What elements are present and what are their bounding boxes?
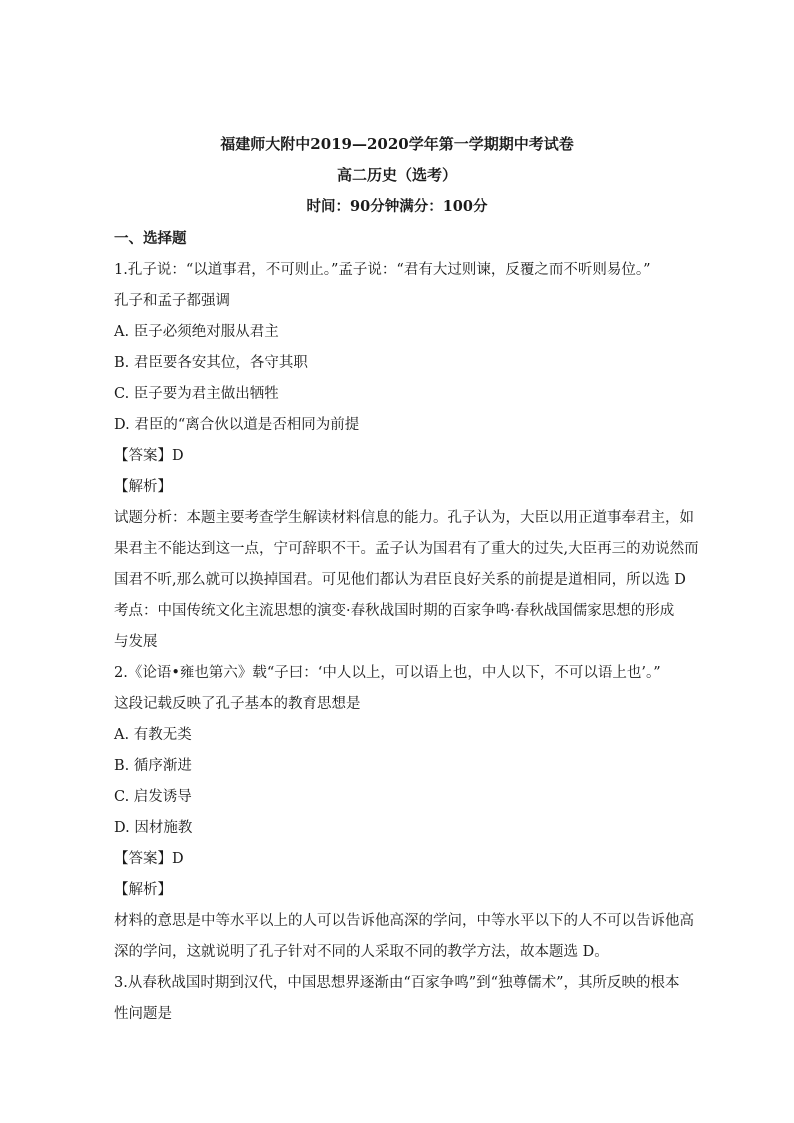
q1-option-c: C. 臣子要为君主做出牺牲 <box>114 386 279 402</box>
q1-stem-line2: 孔子和孟子都强调 <box>114 293 230 309</box>
q2-option-a: A. 有教无类 <box>114 727 192 743</box>
exam-title: 福建师大附中2019—2020学年第一学期期中考试卷 <box>220 135 574 153</box>
q2-analysis-line1: 材料的意思是中等水平以上的人可以告诉他高深的学问，中等水平以下的人不可以告诉他高 <box>114 913 694 929</box>
q1-analysis-line3: 国君不听,那么就可以换掉国君。可见他们都认为君臣良好关系的前提是道相同，所以选 D <box>114 572 686 588</box>
q1-analysis-label: 【解析】 <box>114 479 172 495</box>
q1-analysis-line1: 试题分析：本题主要考查学生解读材料信息的能力。孔子认为，大臣以用正道事奉君主，如 <box>114 510 694 526</box>
q2-answer: 【答案】D <box>114 851 184 867</box>
q3-stem-line2: 性问题是 <box>114 1006 172 1022</box>
q1-analysis-line2: 果君主不能达到这一点，宁可辞职不干。孟子认为国君有了重大的过失,大臣再三的劝说然而 <box>114 541 699 557</box>
q1-option-d: D. 君臣的“离合伙以道是否相同为前提 <box>114 417 360 433</box>
section-heading: 一、选择题 <box>114 230 187 247</box>
q2-option-d: D. 因材施教 <box>114 820 193 836</box>
q1-answer: 【答案】D <box>114 448 184 464</box>
exam-info: 时间：90分钟满分：100分 <box>306 198 488 215</box>
q1-stem-line1: 1.孔子说：“以道事君，不可则止。”孟子说：“君有大过则谏，反覆之而不听则易位。” <box>114 262 651 278</box>
q1-option-a: A. 臣子必须绝对服从君主 <box>114 324 279 340</box>
q2-analysis-line2: 深的学问，这就说明了孔子针对不同的人采取不同的教学方法，故本题选 D。 <box>114 944 609 960</box>
q2-stem-line1: 2.《论语•雍也第六》载“子曰：‘中人以上，可以语上也，中人以下，不可以语上也’。” <box>114 665 661 681</box>
q3-stem-line1: 3.从春秋战国时期到汉代，中国思想界逐渐由“百家争鸣”到“独尊儒术”，其所反映的根本 <box>114 975 680 991</box>
q1-option-b: B. 君臣要各安其位，各守其职 <box>114 355 308 371</box>
q1-kaodian-line2: 与发展 <box>114 634 158 650</box>
q2-stem-line2: 这段记载反映了孔子基本的教育思想是 <box>114 696 361 712</box>
q1-kaodian-line1: 考点：中国传统文化主流思想的演变·春秋战国时期的百家争鸣·春秋战国儒家思想的形成 <box>114 603 675 619</box>
q2-option-c: C. 启发诱导 <box>114 789 192 805</box>
q2-analysis-label: 【解析】 <box>114 882 172 898</box>
q2-option-b: B. 循序渐进 <box>114 758 192 774</box>
exam-subtitle: 高二历史（选考） <box>336 166 457 184</box>
